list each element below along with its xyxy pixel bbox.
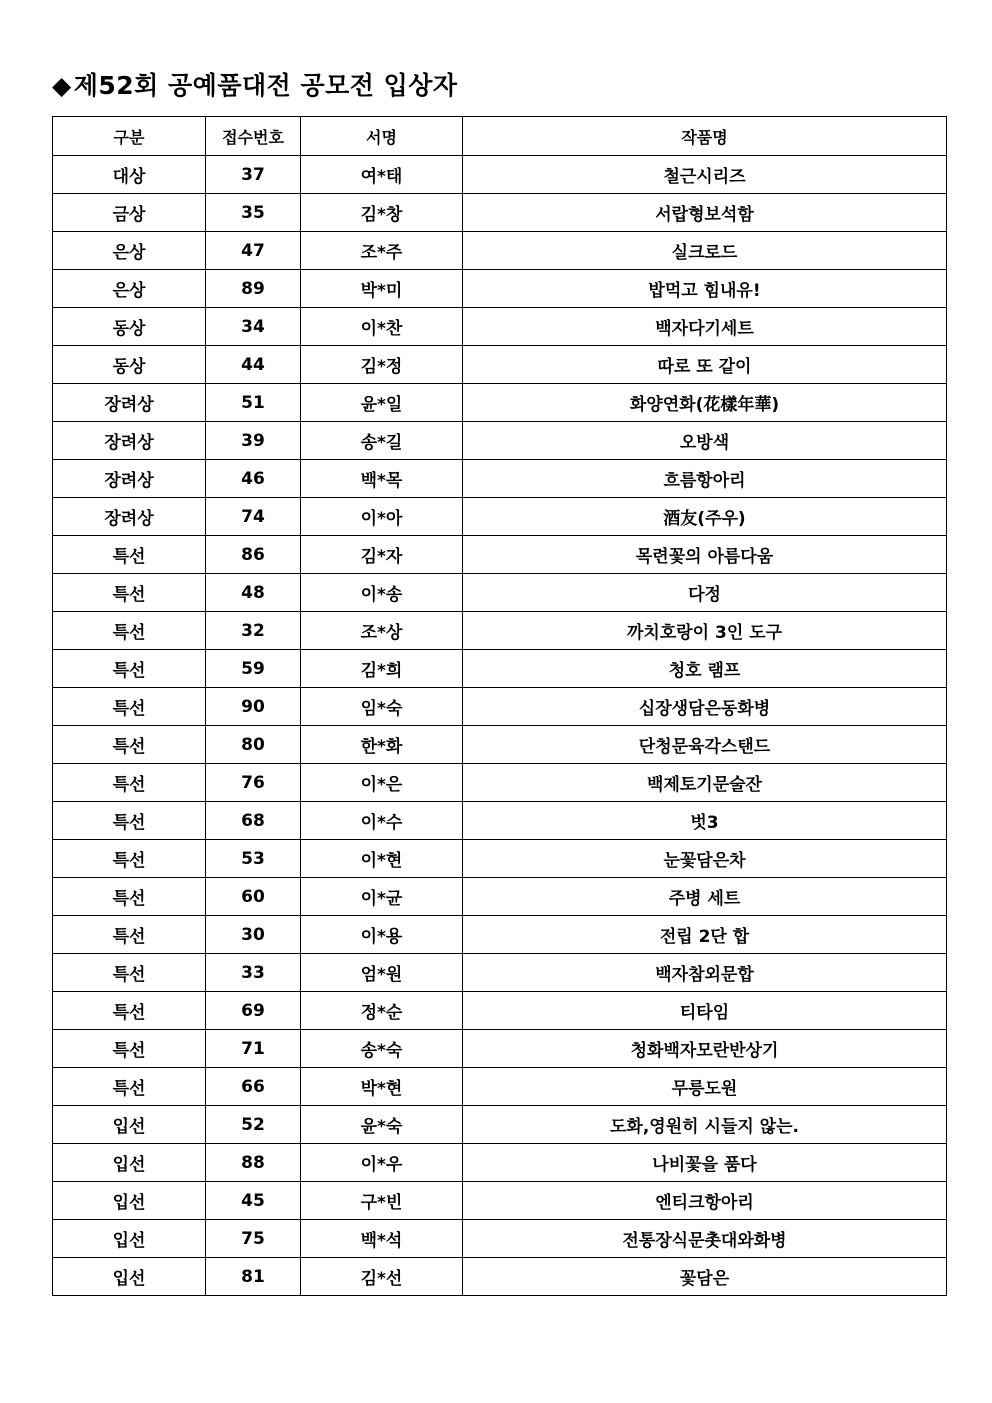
table-row (53, 992, 947, 1030)
table-row (53, 574, 947, 612)
table-row (53, 840, 947, 878)
award-cell: 장려상 (53, 460, 206, 498)
table-row (53, 1182, 947, 1220)
work-title-cell: 눈꽃담은차 (463, 840, 947, 878)
entrant-name-cell: 이*은 (301, 764, 463, 802)
receipt-number-cell: 69 (206, 992, 301, 1030)
receipt-number-cell: 35 (206, 194, 301, 232)
table-row (53, 612, 947, 650)
award-cell: 특선 (53, 802, 206, 840)
table-row (53, 954, 947, 992)
entrant-name-cell: 조*주 (301, 232, 463, 270)
work-title-cell: 단청문육각스탠드 (463, 726, 947, 764)
receipt-number-cell: 53 (206, 840, 301, 878)
entrant-name-cell: 이*현 (301, 840, 463, 878)
table-row (53, 460, 947, 498)
table-row (53, 1144, 947, 1182)
work-title-cell: 티타임 (463, 992, 947, 1030)
receipt-number-cell: 30 (206, 916, 301, 954)
award-cell: 특선 (53, 916, 206, 954)
entrant-name-cell: 이*아 (301, 498, 463, 536)
table-row (53, 726, 947, 764)
receipt-number-cell: 34 (206, 308, 301, 346)
work-title-cell: 서랍형보석함 (463, 194, 947, 232)
award-table (52, 116, 947, 1296)
entrant-name-cell: 여*태 (301, 156, 463, 194)
table-row (53, 498, 947, 536)
receipt-number-cell: 33 (206, 954, 301, 992)
entrant-name-cell: 김*희 (301, 650, 463, 688)
work-title-cell: 오방색 (463, 422, 947, 460)
entrant-name-cell: 백*목 (301, 460, 463, 498)
work-title-cell: 백제토기문술잔 (463, 764, 947, 802)
receipt-number-cell: 48 (206, 574, 301, 612)
entrant-name-cell: 구*빈 (301, 1182, 463, 1220)
award-cell: 특선 (53, 992, 206, 1030)
header-number: 접수번호 (206, 117, 301, 156)
table-row (53, 688, 947, 726)
award-cell: 특선 (53, 1030, 206, 1068)
receipt-number-cell: 37 (206, 156, 301, 194)
page-title (52, 66, 458, 102)
entrant-name-cell: 이*송 (301, 574, 463, 612)
table-row (53, 878, 947, 916)
header-award: 구분 (53, 117, 206, 156)
entrant-name-cell: 김*자 (301, 536, 463, 574)
award-cell: 특선 (53, 574, 206, 612)
award-cell: 장려상 (53, 422, 206, 460)
work-title-cell: 화양연화(花樣年華) (463, 384, 947, 422)
work-title-cell: 전통장식문촛대와화병 (463, 1220, 947, 1258)
award-cell: 특선 (53, 536, 206, 574)
table-row (53, 346, 947, 384)
table-row (53, 764, 947, 802)
award-cell: 입선 (53, 1220, 206, 1258)
award-cell: 특선 (53, 726, 206, 764)
entrant-name-cell: 송*숙 (301, 1030, 463, 1068)
award-cell: 특선 (53, 954, 206, 992)
receipt-number-cell: 76 (206, 764, 301, 802)
entrant-name-cell: 윤*숙 (301, 1106, 463, 1144)
award-cell: 입선 (53, 1106, 206, 1144)
receipt-number-cell: 86 (206, 536, 301, 574)
work-title-cell: 따로 또 같이 (463, 346, 947, 384)
entrant-name-cell: 정*순 (301, 992, 463, 1030)
entrant-name-cell: 김*창 (301, 194, 463, 232)
work-title-cell: 백자다기세트 (463, 308, 947, 346)
header-name: 서명 (301, 117, 463, 156)
entrant-name-cell: 김*선 (301, 1258, 463, 1296)
award-cell: 특선 (53, 764, 206, 802)
receipt-number-cell: 60 (206, 878, 301, 916)
work-title-cell: 벗3 (463, 802, 947, 840)
table-row (53, 1106, 947, 1144)
award-cell: 대상 (53, 156, 206, 194)
award-cell: 장려상 (53, 384, 206, 422)
work-title-cell: 주병 세트 (463, 878, 947, 916)
receipt-number-cell: 66 (206, 1068, 301, 1106)
entrant-name-cell: 조*상 (301, 612, 463, 650)
receipt-number-cell: 71 (206, 1030, 301, 1068)
entrant-name-cell: 이*우 (301, 1144, 463, 1182)
header-work: 작품명 (463, 117, 947, 156)
receipt-number-cell: 74 (206, 498, 301, 536)
work-title-cell: 백자참외문합 (463, 954, 947, 992)
work-title-cell: 酒友(주우) (463, 498, 947, 536)
table-row (53, 1258, 947, 1296)
award-cell: 입선 (53, 1182, 206, 1220)
work-title-cell: 실크로드 (463, 232, 947, 270)
work-title-cell: 무릉도원 (463, 1068, 947, 1106)
table-row (53, 422, 947, 460)
work-title-cell: 철근시리즈 (463, 156, 947, 194)
entrant-name-cell: 박*현 (301, 1068, 463, 1106)
receipt-number-cell: 90 (206, 688, 301, 726)
table-header-row (53, 117, 947, 156)
receipt-number-cell: 46 (206, 460, 301, 498)
work-title-cell: 까치호랑이 3인 도구 (463, 612, 947, 650)
work-title-cell: 밥먹고 힘내유! (463, 270, 947, 308)
table-row (53, 232, 947, 270)
entrant-name-cell: 김*정 (301, 346, 463, 384)
award-cell: 은상 (53, 232, 206, 270)
table-row (53, 536, 947, 574)
entrant-name-cell: 이*용 (301, 916, 463, 954)
work-title-cell: 나비꽃을 품다 (463, 1144, 947, 1182)
table-row (53, 384, 947, 422)
entrant-name-cell: 이*균 (301, 878, 463, 916)
diamond-bullet-icon: ◆ (52, 71, 72, 100)
award-cell: 특선 (53, 878, 206, 916)
receipt-number-cell: 39 (206, 422, 301, 460)
entrant-name-cell: 한*화 (301, 726, 463, 764)
receipt-number-cell: 32 (206, 612, 301, 650)
work-title-cell: 청호 램프 (463, 650, 947, 688)
work-title-cell: 십장생담은동화병 (463, 688, 947, 726)
table-row (53, 194, 947, 232)
receipt-number-cell: 81 (206, 1258, 301, 1296)
table-row (53, 270, 947, 308)
award-cell: 은상 (53, 270, 206, 308)
entrant-name-cell: 윤*일 (301, 384, 463, 422)
entrant-name-cell: 송*길 (301, 422, 463, 460)
work-title-cell: 흐름항아리 (463, 460, 947, 498)
receipt-number-cell: 52 (206, 1106, 301, 1144)
table-row (53, 308, 947, 346)
receipt-number-cell: 88 (206, 1144, 301, 1182)
page-title-text: 제52회 공예품대전 공모전 입상자 (73, 71, 458, 100)
entrant-name-cell: 엄*원 (301, 954, 463, 992)
receipt-number-cell: 75 (206, 1220, 301, 1258)
work-title-cell: 목련꽃의 아름다움 (463, 536, 947, 574)
work-title-cell: 청화백자모란반상기 (463, 1030, 947, 1068)
table-row (53, 1030, 947, 1068)
table-row (53, 156, 947, 194)
work-title-cell: 엔티크항아리 (463, 1182, 947, 1220)
award-cell: 입선 (53, 1258, 206, 1296)
award-cell: 동상 (53, 308, 206, 346)
work-title-cell: 꽃담은 (463, 1258, 947, 1296)
award-cell: 특선 (53, 650, 206, 688)
work-title-cell: 다정 (463, 574, 947, 612)
entrant-name-cell: 이*찬 (301, 308, 463, 346)
award-cell: 장려상 (53, 498, 206, 536)
award-cell: 특선 (53, 1068, 206, 1106)
entrant-name-cell: 박*미 (301, 270, 463, 308)
entrant-name-cell: 임*숙 (301, 688, 463, 726)
award-cell: 동상 (53, 346, 206, 384)
receipt-number-cell: 51 (206, 384, 301, 422)
award-cell: 특선 (53, 688, 206, 726)
award-cell: 특선 (53, 840, 206, 878)
receipt-number-cell: 68 (206, 802, 301, 840)
table-row (53, 802, 947, 840)
award-cell: 특선 (53, 612, 206, 650)
receipt-number-cell: 80 (206, 726, 301, 764)
entrant-name-cell: 이*수 (301, 802, 463, 840)
award-cell: 금상 (53, 194, 206, 232)
table-row (53, 916, 947, 954)
work-title-cell: 도화,영원히 시들지 않는. (463, 1106, 947, 1144)
receipt-number-cell: 45 (206, 1182, 301, 1220)
receipt-number-cell: 44 (206, 346, 301, 384)
work-title-cell: 전립 2단 합 (463, 916, 947, 954)
receipt-number-cell: 89 (206, 270, 301, 308)
table-row (53, 650, 947, 688)
award-cell: 입선 (53, 1144, 206, 1182)
table-body (53, 156, 947, 1296)
table-row (53, 1068, 947, 1106)
table-row (53, 1220, 947, 1258)
receipt-number-cell: 47 (206, 232, 301, 270)
receipt-number-cell: 59 (206, 650, 301, 688)
entrant-name-cell: 백*석 (301, 1220, 463, 1258)
